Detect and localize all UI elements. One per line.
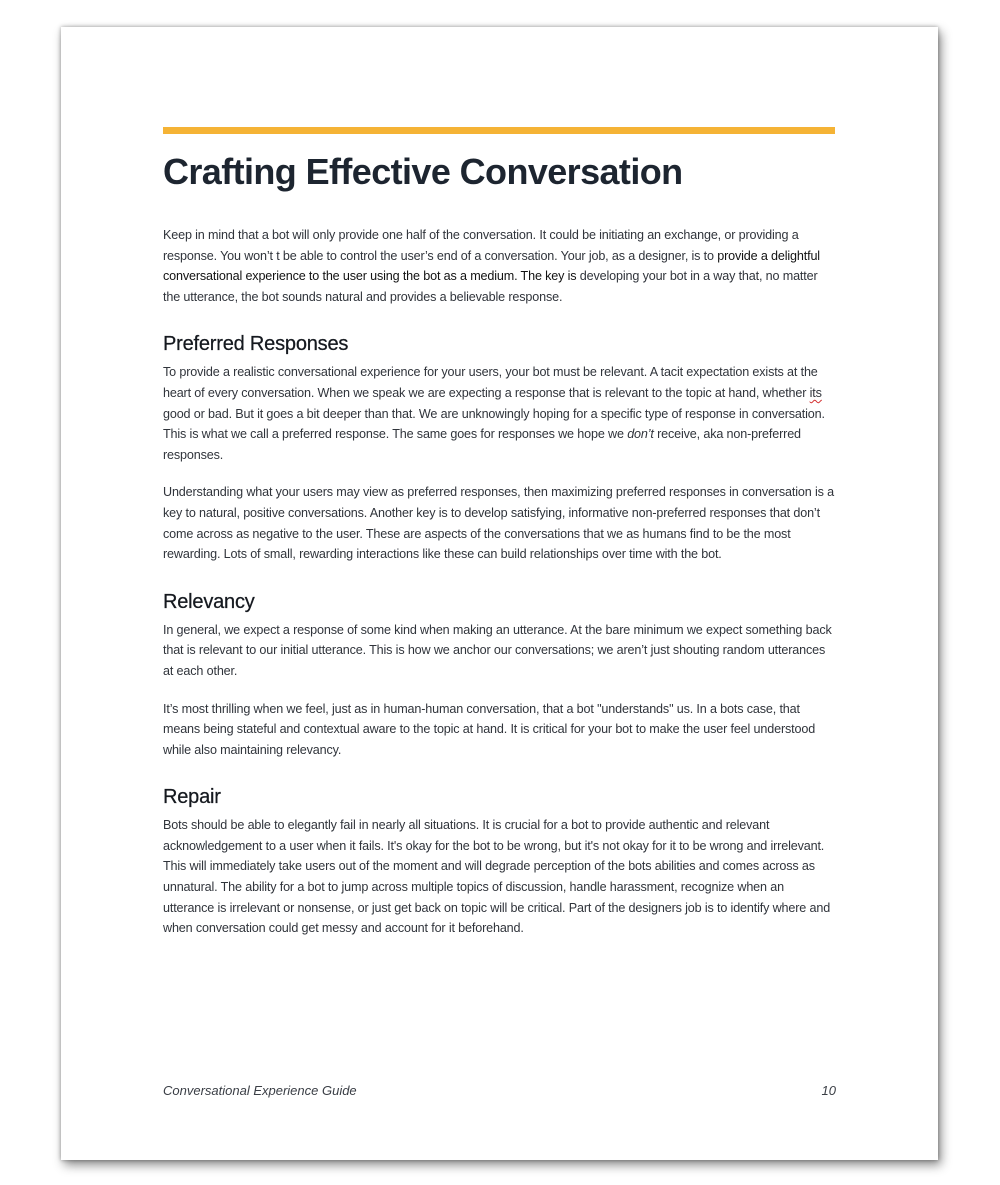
preferred-responses-paragraph-2: Understanding what your users may view as preferred responses, then maximizing preferred responses in conversation is a key to natural, positive conversations. Another key is to develop satisfying, informative non-preferred responses that don’t come across as negative to the user. These are aspects of the conversations that we as humans find to be the most rewarding. Lots of small, rewarding interactions like these can build relationships over time with the bot. bbox=[163, 485, 834, 562]
intro-paragraph bbox=[163, 225, 836, 307]
page-content bbox=[163, 127, 836, 956]
footer-page-number: 10 bbox=[821, 1083, 836, 1098]
spellcheck-flagged-word[interactable]: its bbox=[809, 385, 822, 400]
accent-rule bbox=[163, 127, 835, 134]
repair-paragraph-1: Bots should be able to elegantly fail in nearly all situations. It is crucial for a bot to provide authentic and relevant acknowledgement to a user when it fails. It's okay for the bot to be wrong, but it's not okay for it to be wrong and irrelevant. This will immediately take users out of the moment and will degrade perception of the bots abilities and comes across as unnatural. The ability for a bot to jump across multiple topics of discussion, handle harassment, recognize when an utterance is irrelevant or nonsense, or just get back on topic will be critical. Part of the designers job is to identify where and when conversation could get messy and account for it beforehand. bbox=[163, 818, 831, 936]
section-heading-relevancy: Relevancy bbox=[163, 590, 255, 613]
page-title: Crafting Effective Conversation bbox=[163, 151, 683, 192]
intro-text-start: Keep in mind that a bot will only provide one half of the conversation. It could be initiating an exchange, or providing a response. You won’t t be able to control the user’s end of a conversation. Your job, as a designer, is to bbox=[163, 228, 799, 263]
intro-text-end: developing your bot in a way that, no matter the utterance, the bot sounds natural and provides a believable response. bbox=[163, 269, 818, 304]
relevancy-paragraph-2: It’s most thrilling when we feel, just as in human-human conversation, that a bot "understands" us. In a bots case, that means being stateful and contextual aware to the topic at hand. It is critical for your bot to make the user feel understood while also maintaining relevancy. bbox=[163, 701, 816, 757]
relevancy-paragraph-1: In general, we expect a response of some kind when making an utterance. At the bare minimum we expect something back that is relevant to our initial utterance. This is how we anchor our conversations; we aren’t just shouting random utterances at each other. bbox=[163, 622, 832, 678]
italic-text: don’t bbox=[627, 427, 654, 442]
footer-guide-title: Conversational Experience Guide bbox=[163, 1083, 357, 1098]
section-heading-preferred-responses: Preferred Responses bbox=[163, 333, 349, 356]
paragraph-text: To provide a realistic conversational experience for your users, your bot must be relevant. A tacit expectation exists at the heart of every conversation. When we speak we are expecting a response that is relevant to the topic at hand, whether bbox=[163, 365, 818, 400]
intro-text-emphasis: provide a delightful conversational experience to the user using the bot as a medium. The key is bbox=[163, 248, 820, 284]
page-footer bbox=[163, 1083, 836, 1098]
preferred-responses-paragraph-1 bbox=[163, 362, 836, 465]
paragraph-text: good or bad. But it goes a bit deeper than that. We are unknowingly hoping for a specific type of response in conversation. This is what we call a preferred response. The same goes for responses we hope we bbox=[163, 406, 825, 442]
section-heading-repair: Repair bbox=[163, 786, 221, 809]
document-page bbox=[61, 27, 938, 1160]
paragraph-text: receive, aka non-preferred responses. bbox=[163, 427, 801, 462]
